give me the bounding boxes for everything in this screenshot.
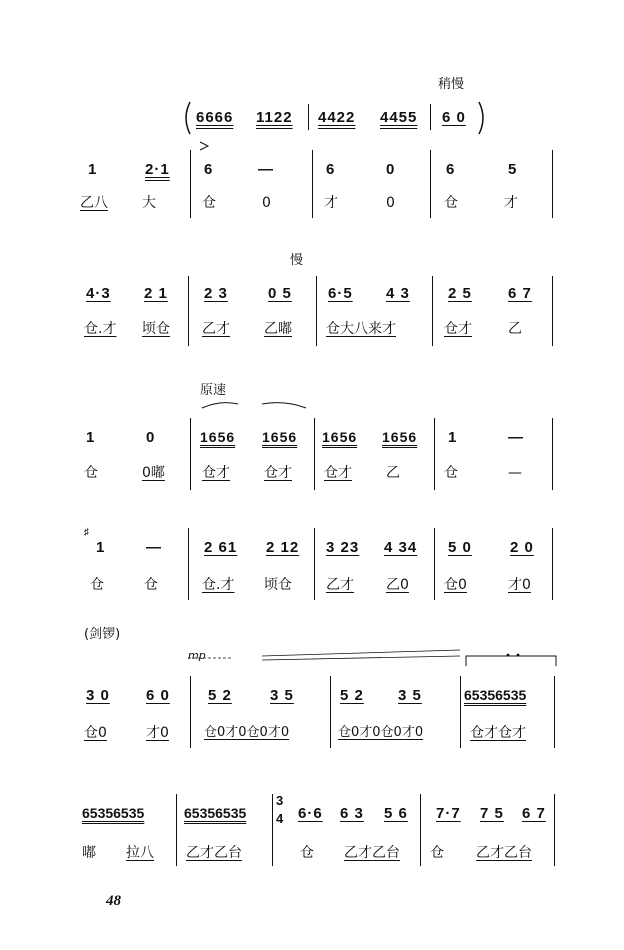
barline: [312, 150, 313, 218]
perc: 0: [386, 195, 395, 211]
note: 4 34: [384, 539, 418, 556]
top-note: 4455: [380, 109, 418, 126]
perc: 才: [504, 195, 518, 211]
perc: 仓: [430, 845, 444, 861]
time-sig-bottom: 4: [276, 811, 285, 826]
note: 2 5: [448, 285, 472, 302]
note: 6 0: [146, 687, 170, 704]
note: 7·7: [436, 805, 461, 822]
perc: 才0: [146, 725, 169, 741]
note: 6·6: [298, 805, 323, 822]
barline: [314, 528, 315, 600]
top-note: 6666: [196, 109, 234, 126]
tempo-shaoman: 稍慢: [438, 77, 465, 92]
note: —: [508, 429, 524, 446]
perc: 嘟: [82, 845, 96, 861]
note: —: [146, 539, 162, 556]
barline: [316, 276, 317, 346]
note: 2 12: [266, 539, 300, 556]
perc: 乙: [508, 321, 522, 337]
barline: [430, 104, 431, 130]
note: 0: [386, 161, 396, 178]
note: 1656: [382, 429, 418, 445]
note: 1656: [262, 429, 298, 445]
note: 5 0: [448, 539, 472, 556]
note: 6 3: [340, 805, 364, 822]
perc: 仓才: [264, 465, 292, 481]
note: 4·3: [86, 285, 111, 302]
perc: 仓: [144, 577, 158, 593]
barline: [190, 418, 191, 490]
barline: [314, 418, 315, 490]
sharp-mark: ♯: [84, 527, 90, 538]
tempo-yuansu: 原速: [200, 383, 227, 398]
note-bracket: (剑锣): [84, 627, 121, 642]
perc: 拉八: [126, 845, 154, 861]
barline: [554, 794, 555, 866]
note: 3 5: [398, 687, 422, 704]
perc: 乙八: [80, 195, 108, 211]
barline: [552, 418, 553, 490]
barline: [190, 150, 191, 218]
barline: [552, 150, 553, 218]
barline: [552, 276, 553, 346]
note: 6 7: [522, 805, 546, 822]
top-note: 1122: [256, 109, 293, 126]
perc: 仓才仓才: [470, 725, 526, 741]
note: 6 7: [508, 285, 532, 302]
note: —: [258, 161, 274, 178]
note: 65356535: [464, 687, 527, 703]
note: 1656: [200, 429, 236, 445]
note: 6: [326, 161, 336, 178]
perc: 仓0才0仓0才0: [338, 725, 424, 740]
note: 2 61: [204, 539, 238, 556]
perc: 仓才: [202, 465, 230, 481]
note: 0 5: [268, 285, 292, 302]
perc: 仓才: [444, 321, 472, 337]
perc: 仓: [444, 195, 458, 211]
note: 3 5: [270, 687, 294, 704]
barline: [330, 676, 331, 748]
barline: [176, 794, 177, 866]
barline: [434, 418, 435, 490]
perc: 0: [262, 195, 271, 211]
note: 2·1: [145, 161, 170, 178]
perc: 乙嘟: [264, 321, 292, 337]
perc: 乙才乙台: [476, 845, 532, 861]
note: 1656: [322, 429, 358, 445]
barline: [188, 528, 189, 600]
perc: 乙才: [202, 321, 230, 337]
barline: [190, 676, 191, 748]
perc: 0嘟: [142, 465, 165, 481]
note: 5 2: [340, 687, 364, 704]
note: 2 0: [510, 539, 534, 556]
note: 65356535: [184, 805, 247, 821]
barline: [272, 794, 273, 866]
page-number: 48: [106, 893, 121, 909]
perc: 仓.才: [84, 321, 117, 337]
perc: 顷仓: [142, 321, 170, 337]
note: 1: [96, 539, 106, 556]
note: 3 0: [86, 687, 110, 704]
barline: [552, 528, 553, 600]
perc: 顷仓: [264, 577, 292, 593]
note: 6: [446, 161, 456, 178]
perc: 仓: [90, 577, 104, 593]
perc: 仓.才: [202, 577, 235, 593]
barline: [460, 676, 461, 748]
perc: 仓0: [444, 577, 467, 593]
perc: 仓0: [84, 725, 107, 741]
dynamic-mark: mp: [188, 649, 206, 662]
note: 5 2: [208, 687, 232, 704]
time-sig-top: 3: [276, 793, 285, 808]
perc: 仓大八来才: [326, 321, 396, 337]
note: 65356535: [82, 805, 145, 821]
note: 5 6: [384, 805, 408, 822]
perc: 乙: [386, 465, 400, 481]
barline: [308, 104, 309, 130]
top-note: 4422: [318, 109, 356, 126]
perc: 才: [324, 195, 338, 211]
note: 3 23: [326, 539, 360, 556]
perc: 仓: [444, 465, 458, 481]
perc: 才0: [508, 577, 531, 593]
barline: [432, 276, 433, 346]
barline: [434, 528, 435, 600]
perc: 乙才: [326, 577, 354, 593]
note: 1: [86, 429, 96, 446]
perc: 仓才: [324, 465, 352, 481]
perc: 乙才乙台: [186, 845, 242, 861]
barline: [188, 276, 189, 346]
note: 6·5: [328, 285, 353, 302]
note: 2 1: [144, 285, 168, 302]
barline: [554, 676, 555, 748]
top-note: 6 0: [442, 109, 466, 126]
perc: 乙0: [386, 577, 409, 593]
perc: 仓0才0仓0才0: [204, 725, 290, 740]
note: 6: [204, 161, 214, 178]
note: 4 3: [386, 285, 410, 302]
barline: [420, 794, 421, 866]
perc: 仓: [300, 845, 314, 861]
note: 1: [88, 161, 98, 178]
perc: 大: [142, 195, 156, 211]
note: 5: [508, 161, 518, 178]
perc: —: [508, 465, 522, 481]
note: 2 3: [204, 285, 228, 302]
tempo-man: 慢: [290, 253, 304, 268]
note: 0: [146, 429, 156, 446]
note: 7 5: [480, 805, 504, 822]
perc: 仓: [202, 195, 216, 211]
barline: [430, 150, 431, 218]
perc: 乙才乙台: [344, 845, 400, 861]
perc: 仓: [84, 465, 98, 481]
note: 1: [448, 429, 458, 446]
